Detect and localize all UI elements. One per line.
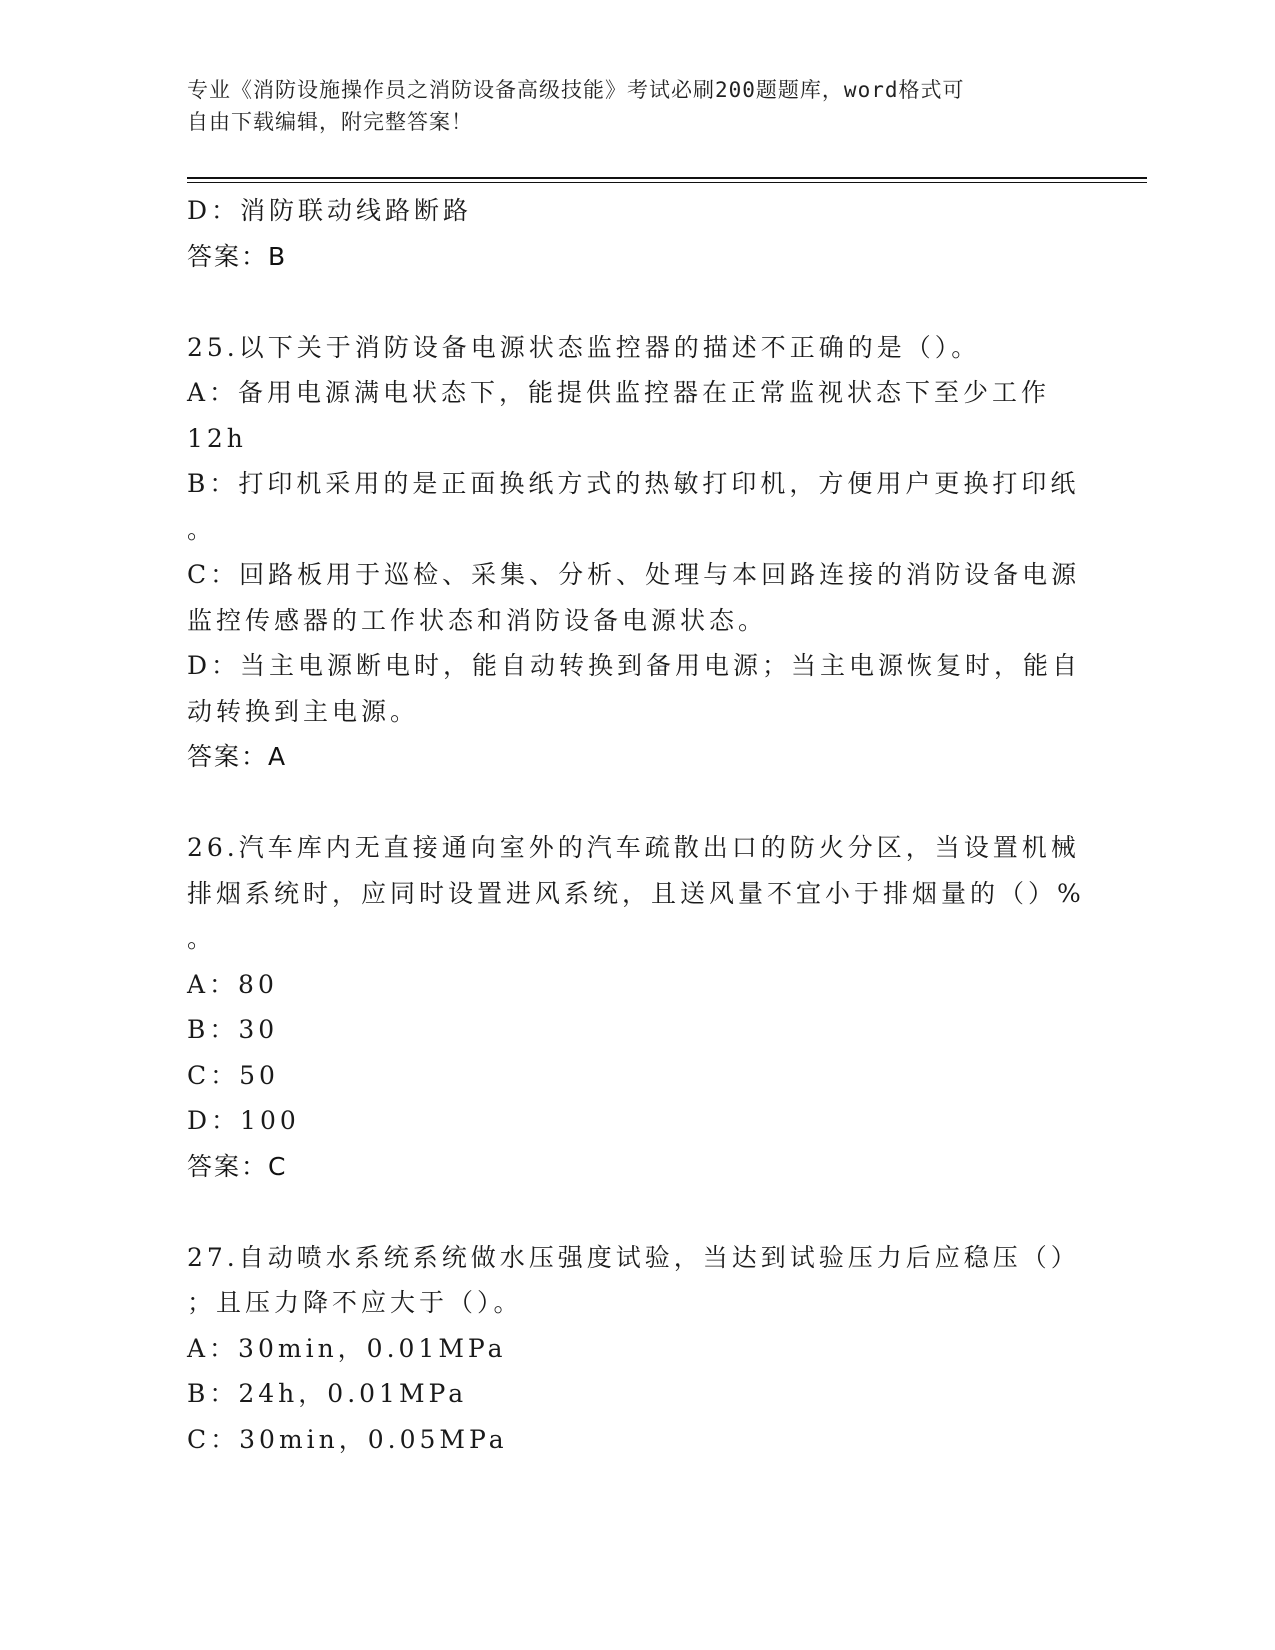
question-text: 25.以下关于消防设备电源状态监控器的描述不正确的是（）。 [187, 332, 981, 362]
option-c: C：回路板用于巡检、采集、分析、处理与本回路连接的消防设备电源 [187, 560, 1081, 589]
option-a: A：备用电源满电状态下，能提供监控器在正常监视状态下至少工作 [187, 378, 1051, 407]
header-line-2: 自由下载编辑，附完整答案！ [187, 110, 473, 134]
answer: 答案：C [187, 1151, 288, 1181]
option-a: A：30min，0.01MPa [187, 1333, 507, 1363]
question-25 [187, 325, 1087, 780]
spacer [187, 780, 1087, 826]
document-body [187, 188, 1087, 1462]
question-26 [187, 825, 1087, 1189]
previous-question-tail [187, 188, 1087, 279]
question-text-continued: 排烟系统时，应同时设置进风系统，且送风量不宜小于排烟量的（）% [187, 878, 1085, 908]
option-d: D：100 [187, 1106, 300, 1135]
spacer [187, 1189, 1087, 1235]
header-line-1: 专业《消防设施操作员之消防设备高级技能》考试必刷200题题库，word格式可 [187, 78, 965, 102]
option-d: D：当主电源断电时，能自动转换到备用电源；当主电源恢复时，能自 [187, 651, 1082, 680]
question-27 [187, 1235, 1087, 1463]
question-text-continued: ；且压力降不应大于（）。 [187, 1288, 523, 1317]
option-b: B：24h，0.01MPa [187, 1379, 468, 1408]
option-b: B：打印机采用的是正面换纸方式的热敏打印机，方便用户更换打印纸 [187, 469, 1080, 498]
option-a: A：80 [187, 969, 278, 999]
option-c: C：30min，0.05MPa [187, 1424, 508, 1454]
option-d-continued: 动转换到主电源。 [187, 696, 420, 726]
option-c-continued: 监控传感器的工作状态和消防设备电源状态。 [187, 605, 768, 635]
option-b: B：30 [187, 1015, 279, 1044]
option-d: D：消防联动线路断路 [187, 196, 473, 225]
question-text: 27.自动喷水系统系统做水压强度试验，当达到试验压力后应稳压（） [187, 1242, 1080, 1272]
header-rule-thick [187, 177, 1147, 179]
option-a-continued: 12h [187, 423, 247, 453]
document-header [187, 74, 1067, 138]
spacer [187, 279, 1087, 325]
answer: 答案：B [187, 241, 288, 271]
question-text-continued: 。 [187, 924, 217, 953]
option-b-continued: 。 [187, 514, 217, 544]
header-rule-thin [187, 182, 1147, 183]
answer: 答案：A [187, 742, 288, 771]
question-text: 26.汽车库内无直接通向室外的汽车疏散出口的防火分区，当设置机械 [187, 833, 1080, 862]
option-c: C：50 [187, 1060, 279, 1090]
